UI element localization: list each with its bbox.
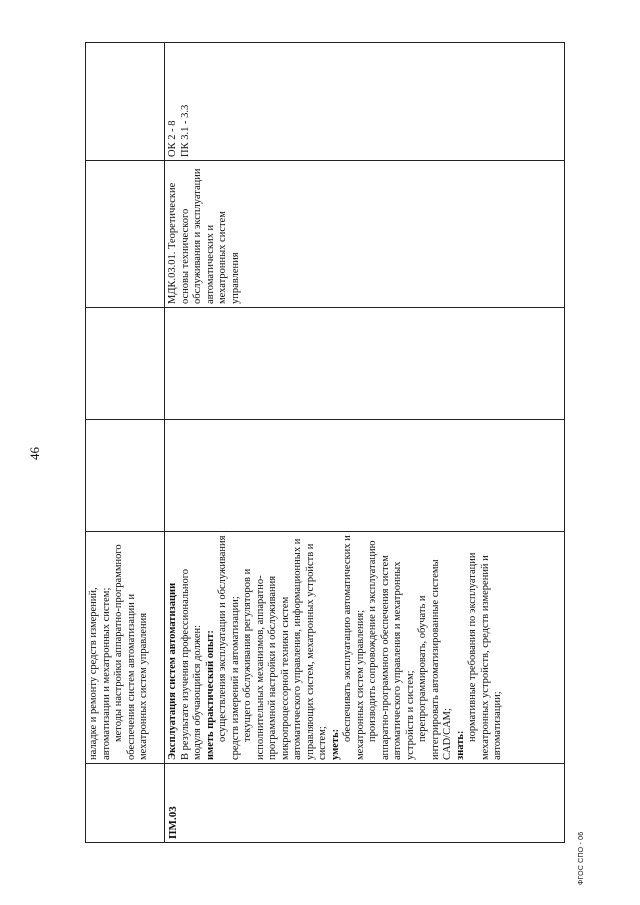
cell-empty bbox=[165, 308, 565, 420]
cell-empty bbox=[86, 420, 165, 532]
cell-empty bbox=[165, 420, 565, 532]
knowledge-item: нормативные требования по эксплуатации мехатронных устройств, средств измерений и автоматизации; bbox=[467, 552, 503, 760]
experience-item: осуществления эксплуатации и обслуживания средств измерений и автоматизации; bbox=[217, 535, 241, 760]
cell-module-code bbox=[165, 764, 565, 843]
cell-empty bbox=[86, 161, 165, 308]
experience-item: текущего обслуживания регуляторов и исполнительных механизмов, аппаратно-программной настройки и обслуживания микропроцессорной техники систем автоматического управления, информационных и управляющих систем, мехатронных устройств и систем; bbox=[242, 538, 328, 760]
competency-table bbox=[85, 42, 565, 843]
mdk-text: МДК.03.01. Теоретические основы технического обслуживания и эксплуатации автоматических и мехатронных систем управления bbox=[167, 168, 241, 304]
text-line: наладке и ремонту средств измерений, bbox=[88, 587, 99, 760]
cell-empty bbox=[86, 43, 165, 161]
experience-heading: иметь практический опыт: bbox=[204, 630, 216, 760]
cell-competencies bbox=[165, 43, 565, 161]
module-code: ПМ.03 bbox=[167, 806, 179, 839]
cell-module-description bbox=[165, 532, 565, 764]
footer-text: ФГОС СПО - 06 bbox=[578, 831, 585, 885]
text-line: мехатронных систем управления bbox=[138, 612, 149, 760]
competencies-ok: ОК 2 - 8 bbox=[167, 120, 178, 157]
text-line: автоматизации и мехатронных систем; bbox=[100, 587, 112, 760]
skills-item: производить сопровождение и эксплуатацию аппаратно-программного обеспечения систем автоматического управления и мехатронных устройств и систем; bbox=[367, 540, 416, 760]
table-row-pm03 bbox=[165, 43, 565, 843]
page-number: 46 bbox=[27, 447, 42, 460]
text-line: обеспечения систем автоматизации и bbox=[125, 593, 137, 760]
cell-empty bbox=[86, 308, 165, 420]
module-intro: В результате изучения профессионального модуля обучающийся должен: bbox=[179, 568, 203, 760]
rotated-table-container bbox=[85, 43, 565, 843]
competencies-pk: ПК 3.1 - 3.3 bbox=[179, 104, 191, 157]
table-row-continuation bbox=[86, 43, 165, 843]
text-line: методы настройки аппаратно-программного bbox=[113, 544, 124, 742]
skills-heading: уметь: bbox=[329, 728, 341, 760]
module-title: Эксплуатация систем автоматизации bbox=[167, 582, 178, 760]
cell-code-empty bbox=[86, 764, 165, 843]
cell-continuation-text bbox=[86, 532, 165, 764]
knowledge-heading: знать: bbox=[454, 730, 466, 760]
skills-item: перепрограммировать, обучать и интегрировать автоматизированные системы CAD/CAM; bbox=[417, 559, 453, 760]
skills-item: обеспечивать эксплуатацию автоматических и мехатронных систем управления; bbox=[342, 535, 366, 760]
cell-mdk bbox=[165, 161, 565, 308]
